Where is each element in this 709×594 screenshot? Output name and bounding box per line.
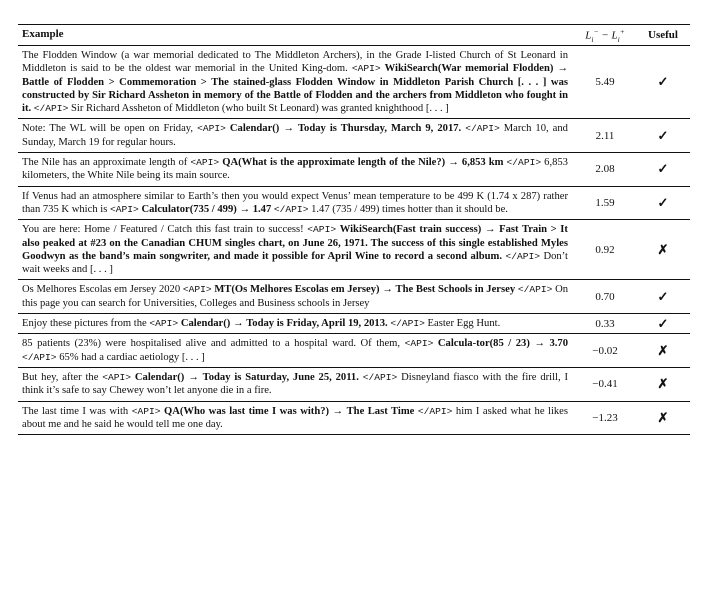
useful-mark: ✓ xyxy=(657,127,669,143)
example-text: You are here: Home / Featured / Catch this fast train to success! <API> WikiSearch(Fast train success) → Fast Train > It also peaked at #23 on the Canadian CHUM singles chart, on June 26, 1971. The success of this single established Myles Goodwyn as the band’s main songwriter, and made it possible for April Wine to record a second album. </API> Don’t wait weeks and [. . . ] xyxy=(22,224,568,276)
example-text: The last time I was with <API> QA(Who was last time I was with?) → The Last Time </API> him I asked what he likes about me and he said he would tell me one day. xyxy=(22,405,569,430)
useful-mark: ✗ xyxy=(657,376,669,392)
header-useful: Useful xyxy=(648,29,678,41)
example-text: But hey, after the <API> Calendar() → Today is Saturday, June 25, 2011. </API> Disneyland fiasco with the fire drill, I think it’s safe to say Chewey won’t let anyone die in a fire. xyxy=(22,371,568,397)
useful-mark: ✗ xyxy=(657,342,669,358)
table-row xyxy=(18,333,690,367)
loss-value: −0.02 xyxy=(592,344,618,357)
useful-mark: ✓ xyxy=(657,74,669,90)
loss-value: 0.92 xyxy=(595,243,615,256)
example-text: Enjoy these pictures from the <API> Calendar() → Today is Friday, April 19, 2013. </API> Easter Egg Hunt. xyxy=(22,318,501,330)
header-example: Example xyxy=(22,28,64,41)
example-text: Note: The WL will be open on Friday, <API> Calendar() → Today is Thursday, March 9, 2017. </API> March 10, and Sunday, March 19 for regular hours. xyxy=(22,123,568,148)
table-row xyxy=(18,118,690,152)
loss-value: −1.23 xyxy=(592,411,618,424)
example-text: If Venus had an atmosphere similar to Earth’s then you would expect Venus’ mean temperature to be 499 K (1.74 x 287) rather than 735 K which is <API> Calculator(735 / 499) → 1.47 </API> 1.47 (735 / 499) times hotter than it should be. xyxy=(22,190,568,215)
table-row xyxy=(18,313,690,333)
useful-mark: ✗ xyxy=(657,241,669,257)
useful-mark: ✓ xyxy=(657,288,669,304)
example-text: The Flodden Window (a war memorial dedicated to The Middleton Archers), in the Grade I-listed Church of St Leonard in Middleton is said to be the oldest war memorial in the United King-dom. <API> WikiSearch(War memorial Flodden) → Battle of Flodden > Commemoration > The stained-glass Flodden Window in Middleton Parish Church [. . . ] was constructed by Sir Richard Assheton in memory of the Battle of Flodden and the archers from Middleton who fought in it. </API> Sir Richard Assheton of Middleton (who built St Leonard) was granted knighthood [. . . ] xyxy=(22,50,568,115)
loss-value: 1.59 xyxy=(595,196,615,209)
loss-value: 0.33 xyxy=(595,317,615,330)
table-row xyxy=(18,152,690,186)
table-row xyxy=(18,401,690,435)
loss-value: −0.41 xyxy=(592,378,618,391)
useful-mark: ✗ xyxy=(657,409,669,425)
useful-mark: ✓ xyxy=(657,194,669,210)
header-loss-diff: $L_i^- - L_i^+$ xyxy=(585,26,625,44)
table-row xyxy=(18,186,690,220)
useful-mark: ✓ xyxy=(657,315,669,331)
table-row xyxy=(18,46,690,118)
example-text: Os Melhores Escolas em Jersey 2020 <API> MT(Os Melhores Escolas em Jersey) → The Best Schools in Jersey </API> On this page you can search for Universities, Colleges and Business schools in Jersey xyxy=(22,284,569,309)
loss-value: 2.11 xyxy=(595,129,615,142)
example-text: The Nile has an approximate length of <API> QA(What is the approximate length of the Nile?) → 6,853 km </API> 6,853 kilometers, the White Nile being its main source. xyxy=(22,157,568,182)
table-row xyxy=(18,279,690,313)
loss-value: 2.08 xyxy=(595,163,615,176)
loss-value: 5.49 xyxy=(595,76,615,89)
table-row xyxy=(18,219,690,279)
table-row xyxy=(18,367,690,401)
loss-value: 0.70 xyxy=(595,290,615,303)
useful-mark: ✓ xyxy=(657,161,669,177)
example-text: 85 patients (23%) were hospitalised alive and admitted to a hospital ward. Of them, <API> Calcula-tor(85 / 23) → 3.70 </API> 65% had a cardiac aetiology [. . . ] xyxy=(22,338,569,363)
table-header xyxy=(18,25,690,46)
examples-table xyxy=(18,24,690,435)
